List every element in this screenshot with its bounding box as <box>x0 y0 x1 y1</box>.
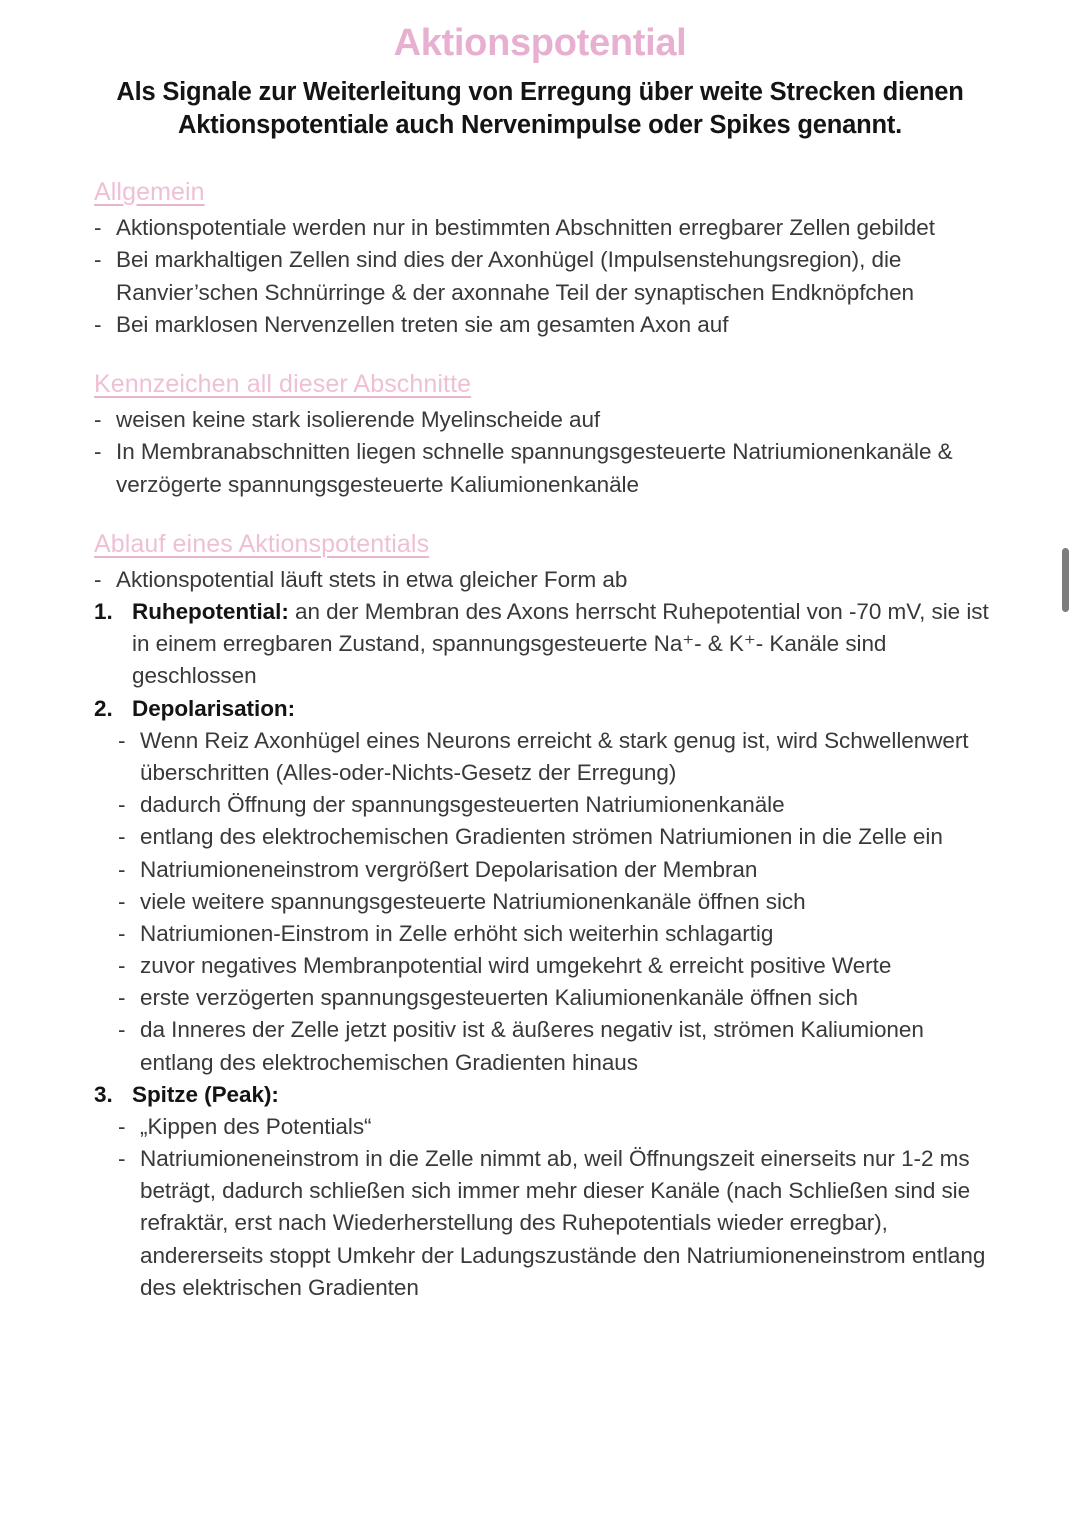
list-item-text: weisen keine stark isolierende Myelinscheide auf <box>116 407 601 433</box>
dash-bullet-icon: - <box>118 792 126 818</box>
scrollbar-track[interactable] <box>1062 0 1069 1527</box>
numbered-item-text <box>132 596 1000 693</box>
sub-list-item-text: da Inneres der Zelle jetzt positiv ist & äußeres negativ ist, strömen Kaliumionen entlang des elektrochemischen Gradienten hinaus <box>140 1017 924 1075</box>
list-number: 1. <box>94 599 113 625</box>
sub-list-item <box>94 1014 1000 1078</box>
sub-list-item-text: erste verzögerten spannungsgesteuerten Kaliumionenkanäle öffnen sich <box>140 985 858 1011</box>
list-item-text: Bei marklosen Nervenzellen treten sie am gesamten Axon auf <box>116 311 729 337</box>
page-subtitle: Als Signale zur Weiterleitung von Erregung über weite Strecken dienen Aktionspotentiale auch Nervenimpulse oder Spikes genannt. <box>116 77 964 140</box>
list-item <box>94 309 1000 341</box>
section-heading-allgemein: Allgemein <box>94 178 205 206</box>
document-body <box>0 177 1080 1304</box>
list-item <box>94 212 1000 244</box>
list-item-text: Aktionspotentiale werden nur in bestimmten Abschnitten erregbarer Zellen gebildet <box>116 215 935 241</box>
sub-list-item-text: Natriumioneneinstrom in die Zelle nimmt ab, weil Öffnungszeit einerseits nur 1-2 ms beträgt, dadurch schließen sich immer mehr dieser Kanäle (nach Schließen sind sie refraktär, erst nach Wiederherstellung des Ruhepotentials wieder erregbar), andererseits stoppt Umkehr der Ladungszustände den Natriumioneneinstrom entlang des elektrischen Gradienten <box>140 1146 986 1300</box>
list-item-text: Bei markhaltigen Zellen sind dies der Axonhügel (Impulsenstehungsregion), die Ranvier’schen Schnürringe & der axonnahe Teil der synaptischen Endknöpfchen <box>116 247 915 305</box>
dash-bullet-icon: - <box>94 439 102 465</box>
step-label: Depolarisation: <box>132 695 296 721</box>
sub-list-item-text: Natriumionen-Einstrom in Zelle erhöht sich weiterhin schlagartig <box>140 920 774 946</box>
scrollbar-thumb[interactable] <box>1062 548 1069 612</box>
sub-list-item <box>94 1143 1000 1304</box>
section-heading-kennzeichen: Kennzeichen all dieser Abschnitte <box>94 369 472 398</box>
sub-list-item <box>94 982 1000 1014</box>
sub-list-item <box>94 789 1000 821</box>
list-item <box>94 436 1000 500</box>
dash-bullet-icon: - <box>118 1146 126 1172</box>
list-item <box>94 564 1000 596</box>
sub-list-item-text: zuvor negatives Membranpotential wird umgekehrt & erreicht positive Werte <box>140 953 892 979</box>
dash-bullet-icon: - <box>118 727 126 753</box>
dash-bullet-icon: - <box>118 888 126 914</box>
sub-list-item-text: entlang des elektrochemischen Gradienten strömen Natriumionen in die Zelle ein <box>140 824 943 850</box>
list-number: 3. <box>94 1081 113 1107</box>
step-label: Ruhepotential: <box>132 599 289 625</box>
section-heading-ablauf: Ablauf eines Aktionspotentials <box>94 529 430 558</box>
list-number: 2. <box>94 695 113 721</box>
dash-bullet-icon: - <box>118 985 126 1011</box>
list-item <box>94 404 1000 436</box>
sub-list-item-text: Wenn Reiz Axonhügel eines Neurons erreicht & stark genug ist, wird Schwellenwert überschritten (Alles-oder-Nichts-Gesetz der Erregung) <box>140 727 969 785</box>
sub-list-item <box>94 854 1000 886</box>
dash-bullet-icon: - <box>94 215 102 241</box>
sub-list-item-text: viele weitere spannungsgesteuerte Natriumionenkanäle öffnen sich <box>140 888 806 914</box>
dash-bullet-icon: - <box>94 566 102 592</box>
dash-bullet-icon: - <box>118 1017 126 1043</box>
list-item-text: In Membranabschnitten liegen schnelle spannungsgesteuerte Natriumionenkanäle & verzögerte spannungsgesteuerte Kaliumionenkanäle <box>116 439 953 497</box>
dash-bullet-icon: - <box>118 856 126 882</box>
dash-bullet-icon: - <box>94 247 102 273</box>
dash-bullet-icon: - <box>94 407 102 433</box>
list-item <box>94 244 1000 308</box>
sub-list-item <box>94 1111 1000 1143</box>
sub-list-item <box>94 886 1000 918</box>
numbered-list-item <box>94 693 1000 725</box>
step-label: Spitze (Peak): <box>132 1081 279 1107</box>
sub-list-item-text: dadurch Öffnung der spannungsgesteuerten Natriumionenkanäle <box>140 792 785 818</box>
sub-list-item-text: „Kippen des Potentials“ <box>140 1113 372 1139</box>
sub-list-item <box>94 821 1000 853</box>
list-kennzeichen <box>94 404 1000 501</box>
list-item-text: Aktionspotential läuft stets in etwa gleicher Form ab <box>116 566 628 592</box>
dash-bullet-icon: - <box>118 824 126 850</box>
list-ablauf <box>94 564 1000 1304</box>
dash-bullet-icon: - <box>94 311 102 337</box>
dash-bullet-icon: - <box>118 920 126 946</box>
numbered-list-item <box>94 1079 1000 1111</box>
list-allgemein <box>94 212 1000 341</box>
sub-list-item <box>94 950 1000 982</box>
numbered-list-item <box>94 596 1000 693</box>
step-body: an der Membran des Axons herrscht Ruhepotential von -70 mV, sie ist in einem erregbaren Zustand, spannungsgesteuerte Na⁺- & K⁺- Kanäle sind geschlossen <box>132 599 989 689</box>
sub-list-item <box>94 918 1000 950</box>
dash-bullet-icon: - <box>118 953 126 979</box>
sub-list-item-text: Natriumioneneinstrom vergrößert Depolarisation der Membran <box>140 856 758 882</box>
dash-bullet-icon: - <box>118 1113 126 1139</box>
page-title: Aktionspotential <box>393 22 687 64</box>
sub-list-item <box>94 725 1000 789</box>
